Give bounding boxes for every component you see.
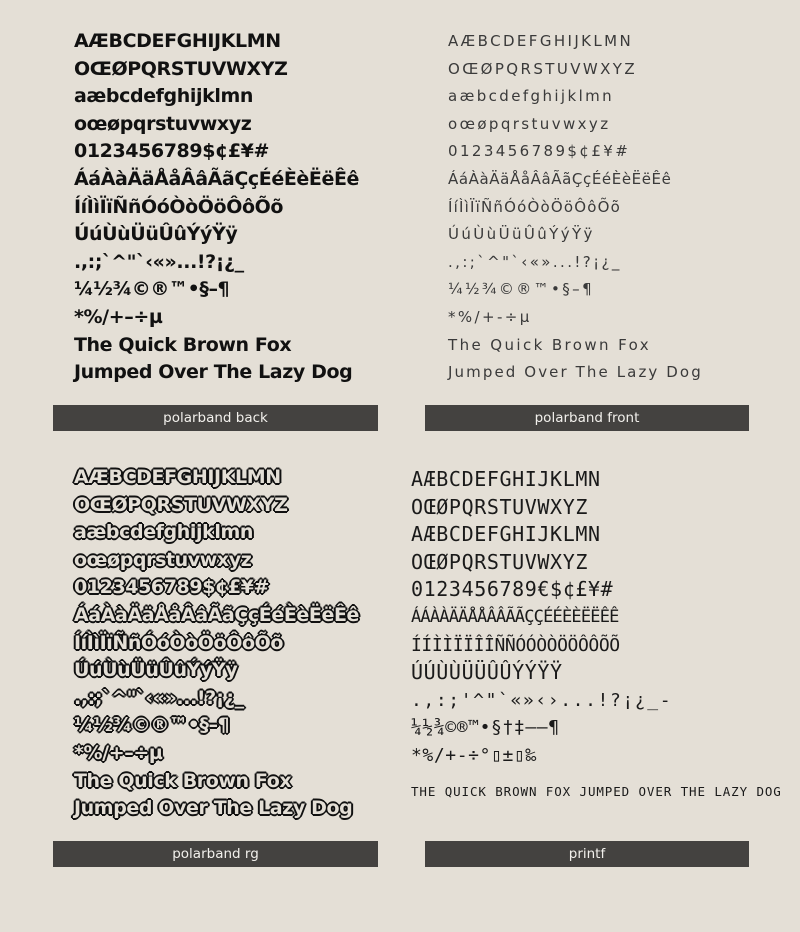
glyph-line: ÁáÀàÄäÅåÂâÃãÇçÉéÈèËëÊê (448, 169, 672, 188)
glyph-line: *%/+–÷µ (74, 305, 163, 328)
glyph-line: ÚúÙùÜüÛûÝýŸÿ (74, 223, 238, 246)
glyph-line: 0123456789$¢£¥# (74, 576, 270, 599)
glyph-line: OŒØPQRSTUVWXYZ (74, 493, 288, 516)
glyph-line: AÆBCDEFGHIJKLMN (448, 32, 634, 50)
specimen-printf (411, 466, 782, 826)
glyph-line: THE QUICK BROWN FOX JUMPED OVER THE LAZY DOG (411, 783, 782, 799)
glyph-line: *%/+–÷µ (74, 741, 163, 764)
glyph-line: 0123456789€$¢£¥# (411, 577, 614, 602)
glyph-line: OŒØPQRSTUVWXYZ (74, 57, 288, 80)
glyph-line: 0123456789$¢£¥# (448, 142, 631, 161)
glyph-line: ÍíÌìÏïÑñÓóÒòÖöÔôÕõ (448, 197, 622, 216)
glyph-lines (411, 466, 782, 805)
specimen-polarband-back (74, 28, 414, 388)
glyph-line: ¼½¾©®™•§–¶ (448, 280, 595, 299)
specimen-polarband-front (448, 28, 788, 388)
glyph-line: AÆBCDEFGHIJKLMN (411, 522, 601, 547)
font-label-polarband-front: polarband front (425, 405, 749, 431)
glyph-line: OŒØPQRSTUVWXYZ (411, 549, 588, 574)
glyph-line: .,:;`^"`‹«»...!?¡¿_ (74, 250, 244, 273)
font-label-polarband-back: polarband back (53, 405, 378, 431)
glyph-line: ÁáÀàÄäÅåÂâÃãÇçÉéÈèËëÊê (74, 167, 360, 190)
glyph-line: AÆBCDEFGHIJKLMN (74, 30, 281, 52)
glyph-line: ÁáÀàÄäÅåÂâÃãÇçÉéÈèËëÊê (74, 603, 360, 626)
glyph-lines (448, 28, 703, 387)
glyph-line: The Quick Brown Fox (74, 769, 292, 792)
glyph-line: ÚúÙùÜüÛûÝýŸÿ (74, 659, 238, 682)
glyph-line: ¼½¾©®™•§–¶ (74, 278, 230, 301)
glyph-lines (74, 464, 359, 823)
glyph-line: The Quick Brown Fox (448, 335, 651, 354)
glyph-line: .,:;`^"`‹«»...!?¡¿_ (448, 252, 622, 271)
glyph-line: OŒØPQRSTUVWXYZ (448, 59, 638, 78)
glyph-line: ¼½¾©®™•§–¶ (74, 714, 230, 737)
glyph-line: 0123456789$¢£¥# (74, 140, 270, 163)
glyph-line: Jumped Over The Lazy Dog (74, 797, 353, 820)
glyph-line: AÆBCDEFGHIJKLMN (411, 467, 601, 491)
glyph-line: oœøpqrstuvwxyz (74, 112, 252, 135)
font-label-polarband-rg: polarband rg (53, 841, 378, 867)
glyph-line: .,:;'^"`«»‹›...!?¡¿_- (411, 689, 673, 711)
glyph-line: *%/+-÷°▯±▯‰ (411, 744, 537, 766)
glyph-line: ÚÚÙÙÜÜÛÛÝÝŸŸ (411, 660, 563, 685)
glyph-line: ÍíÌìÏïÑñÓóÒòÖöÔôÕõ (74, 631, 283, 654)
font-label-printf: printf (425, 841, 749, 867)
glyph-lines (74, 28, 359, 387)
glyph-line: ¼½¾©®™•§†‡––¶ (411, 717, 560, 739)
glyph-line: *%/+-÷µ (448, 307, 532, 326)
glyph-line: ÁÁÀÀÄÄÅÅÂÂÃÃÇÇÉÉÈÈËËÊÊ (411, 606, 619, 627)
glyph-line: oœøpqrstuvwxyz (74, 548, 252, 571)
glyph-line: ÚúÙùÜüÛûÝýŸÿ (448, 225, 595, 244)
glyph-line: Jumped Over The Lazy Dog (74, 361, 353, 384)
glyph-line: AÆBCDEFGHIJKLMN (74, 466, 281, 488)
glyph-line: aæbcdefghijklmn (74, 521, 253, 544)
specimen-polarband-rg (74, 464, 414, 824)
glyph-line: aæbcdefghijklmn (74, 85, 253, 108)
glyph-line: oœøpqrstuvwxyz (448, 114, 611, 133)
glyph-line: ÍíÌìÏïÑñÓóÒòÖöÔôÕõ (74, 195, 283, 218)
glyph-line: OŒØPQRSTUVWXYZ (411, 494, 588, 519)
glyph-line: Jumped Over The Lazy Dog (448, 363, 703, 382)
glyph-line: The Quick Brown Fox (74, 333, 292, 356)
glyph-line: aæbcdefghijklmn (448, 87, 615, 106)
glyph-line: .,:;`^"`‹«»...!?¡¿_ (74, 686, 244, 709)
glyph-line: ÍÍÌÌÏÏÎÎÑÑÓÓÒÒÖÖÔÔÕÕ (411, 634, 620, 656)
